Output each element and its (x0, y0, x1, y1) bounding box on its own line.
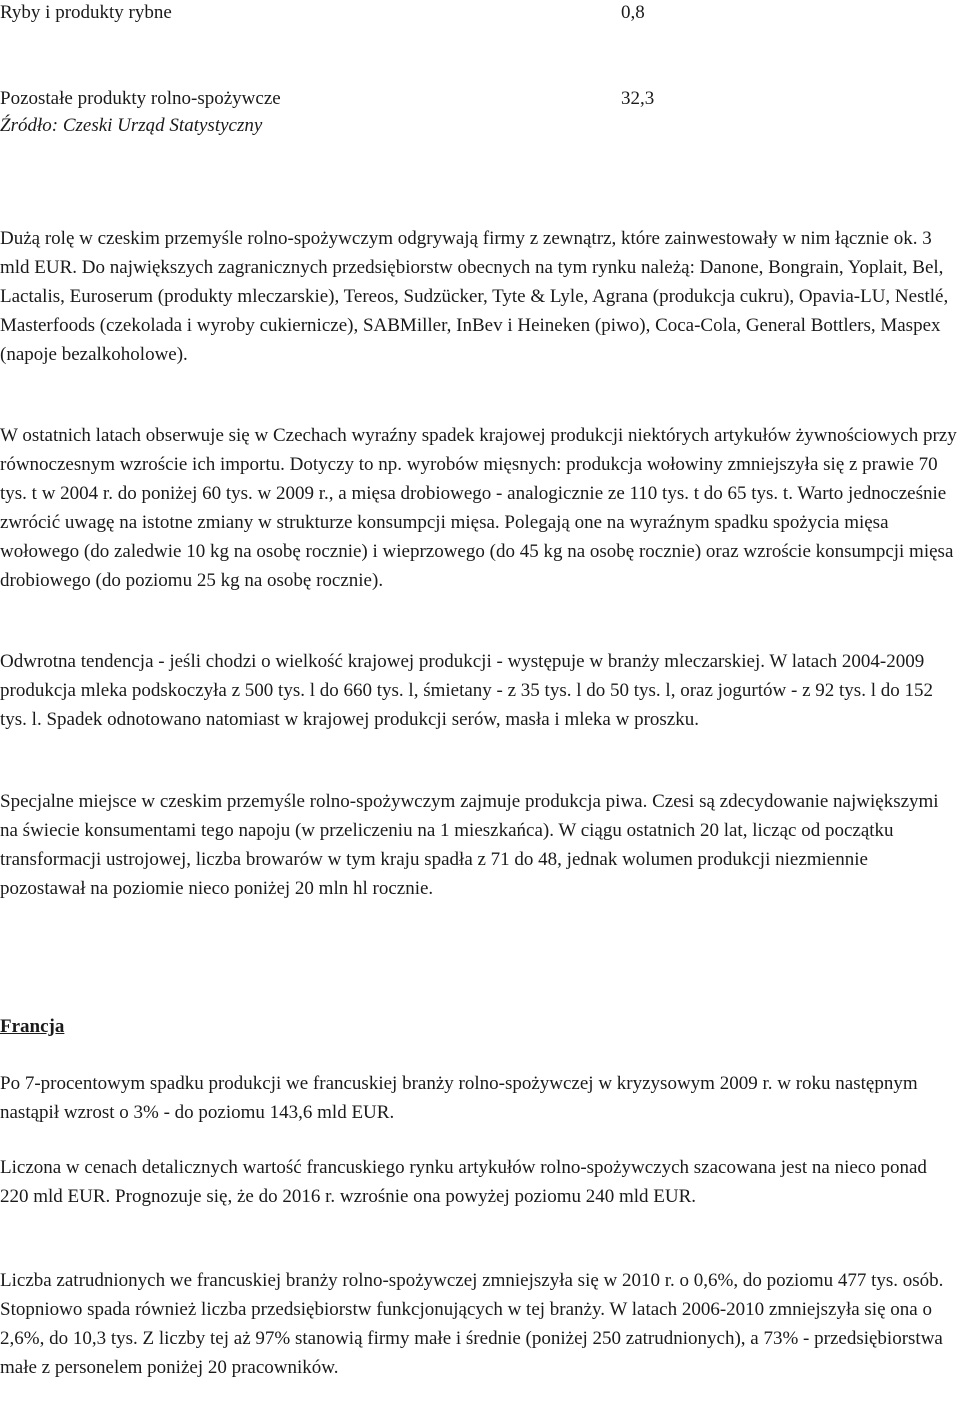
paragraph: Odwrotna tendencja - jeśli chodzi o wielkość krajowej produkcji - występuje w branży mleczarskiej. W latach 2004-2009 produkcja mleka podskoczyła z 500 tys. l do 660 tys. l, śmietany - z 35 tys. l do 50 tys. l, oraz jogurtów - z 92 tys. l do 152 tys. l. Spadek odnotowano natomiast w krajowej produkcji serów, masła i mleka w proszku. (0, 651, 933, 730)
table-row-value: 0,8 (621, 2, 645, 23)
paragraph: Specjalne miejsce w czeskim przemyśle rolno-spożywczym zajmuje produkcja piwa. Czesi są zdecydowanie największymi na świecie konsumentami tego napoju (w przeliczeniu na 1 mieszkańca). W ciągu ostatnich 20 lat, licząc od początku transformacji ustrojowej, liczba browarów w tym kraju spadła z 71 do 48, jednak wolumen produkcji niezmiennie pozostawał na poziomie nieco poniżej 20 mln hl rocznie. (0, 791, 939, 899)
paragraph: Liczba zatrudnionych we francuskiej branży rolno-spożywczej zmniejszyła się w 2010 r. o 0,6%, do poziomu 477 tys. osób. Stopniowo spada również liczba przedsiębiorstw funkcjonujących w tej branży. W latach 2006-2010 zmniejszyła się ona o 2,6%, do 10,3 tys. Z liczby tej aż 97% stanowią firmy małe i średnie (poniżej 250 zatrudnionych), a 73% - przedsiębiorstwa małe z personelem poniżej 20 pracowników. (0, 1270, 944, 1378)
paragraph: Dużą rolę w czeskim przemyśle rolno-spożywczym odgrywają firmy z zewnątrz, które zainwestowały w nim łącznie ok. 3 mld EUR. Do największych zagranicznych przedsiębiorstw obecnych na tym rynku należą: Danone, Bongrain, Yoplait, Bel, Lactalis, Euroserum (produkty mleczarskie), Tereos, Sudzücker, Tyte & Lyle, Agrana (produkcja cukru), Opavia-LU, Nestlé, Masterfoods (czekolada i wyroby cukiernicze), SABMiller, InBev i Heineken (piwo), Coca-Cola, General Bottlers, Maspex (napoje bezalkoholowe). (0, 228, 949, 365)
section-heading: Francja (0, 1016, 65, 1037)
table-row (0, 0, 660, 27)
table-row (0, 84, 660, 113)
table-row-value: 32,3 (621, 88, 655, 109)
table-row-label: Pozostałe produkty rolno-spożywcze (0, 88, 281, 109)
paragraph: W ostatnich latach obserwuje się w Czechach wyraźny spadek krajowej produkcji niektórych artykułów żywnościowych przy równoczesnym wzroście ich importu. Dotyczy to np. wyrobów mięsnych: produkcja wołowiny zmniejszyła się z prawie 70 tys. t w 2004 r. do poniżej 60 tys. w 2009 r., a mięsa drobiowego - analogicznie ze 110 tys. t do 65 tys. t. Warto jednocześnie zwrócić uwagę na istotne zmiany w strukturze konsumpcji mięsa. Polegają one na wyraźnym spadku spożycia mięsa wołowego (do zaledwie 10 kg na osobę rocznie) i wieprzowego (do 45 kg na osobę rocznie) oraz wzroście konsumpcji mięsa drobiowego (do poziomu 25 kg na osobę rocznie). (0, 425, 957, 591)
paragraph: Po 7-procentowym spadku produkcji we francuskiej branży rolno-spożywczej w kryzysowym 2009 r. w roku następnym nastąpił wzrost o 3% - do poziomu 143,6 mld EUR. (0, 1073, 918, 1123)
paragraph: Liczona w cenach detalicznych wartość francuskiego rynku artykułów rolno-spożywczych szacowana jest na nieco ponad 220 mld EUR. Prognozuje się, że do 2016 r. wzrośnie ona powyżej poziomu 240 mld EUR. (0, 1157, 927, 1207)
table-row-label: Ryby i produkty rybne (0, 2, 172, 23)
table-source-note: Źródło: Czeski Urząd Statystyczny (0, 115, 263, 136)
